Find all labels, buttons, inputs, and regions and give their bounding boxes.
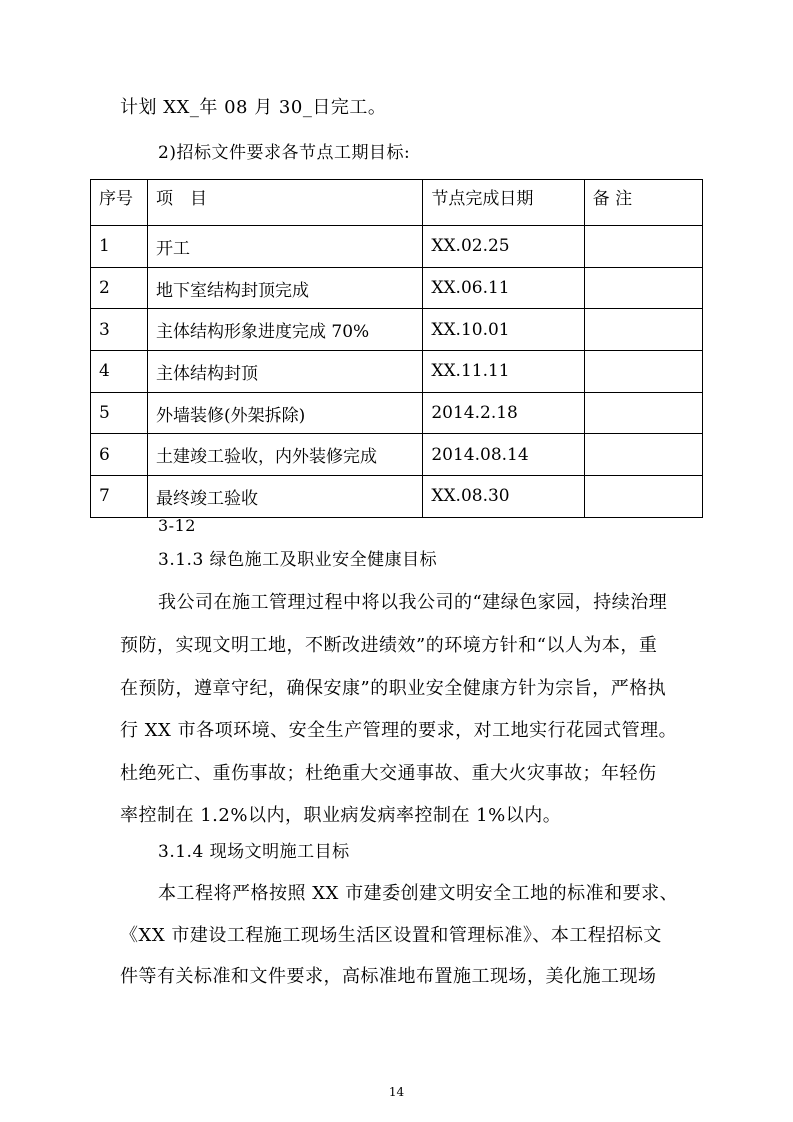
header-item: 项 目 [148,180,423,226]
cell-date: XX.06.11 [423,267,584,309]
cell-date: XX.10.01 [423,309,584,351]
header-no: 序号 [91,180,148,226]
cell-no: 2 [91,267,148,309]
table-row [91,476,703,518]
paragraph-line: 杜绝死亡、重伤事故；杜绝重大交通事故、重大火灾事故；年轻伤 [120,763,657,784]
cell-note [584,226,702,268]
cell-date: XX.02.25 [423,226,584,268]
table-row [91,434,703,476]
table-row [91,351,703,393]
cell-no: 1 [91,226,148,268]
cell-no: 4 [91,351,148,393]
cell-item: 主体结构形象进度完成 70% [148,309,423,351]
intro-line: 计划 XX_年 08 月 30_日完工。 [120,97,387,118]
table-row [91,309,703,351]
paragraph-line: 预防，实现文明工地，不断改进绩效”的环境方针和“以人为本，重 [120,635,658,656]
table-caption: 3-12 [158,516,196,535]
cell-date: 2014.08.14 [423,434,584,476]
page-number: 14 [388,1085,405,1099]
cell-no: 3 [91,309,148,351]
cell-item: 外墙装修(外架拆除) [148,392,423,434]
table-row [91,392,703,434]
paragraph-line: 《XX 市建设工程施工现场生活区设置和管理标准》、本工程招标文 [120,925,662,946]
section-313-title: 3.1.3 绿色施工及职业安全健康目标 [158,550,438,570]
header-date: 节点完成日期 [423,180,584,226]
cell-item: 最终竣工验收 [148,476,423,518]
table-row [91,226,703,268]
cell-date: XX.11.11 [423,351,584,393]
cell-no: 7 [91,476,148,518]
milestone-table [90,179,703,518]
cell-note [584,434,702,476]
cell-no: 5 [91,392,148,434]
paragraph-line: 在预防，遵章守纪，确保安康”的职业安全健康方针为宗旨，严格执 [120,678,667,699]
table-header-row [91,180,703,226]
section-2-title: 2)招标文件要求各节点工期目标: [158,143,411,163]
paragraph-line: 我公司在施工管理过程中将以我公司的“建绿色家园，持续治理 [158,592,668,613]
cell-no: 6 [91,434,148,476]
cell-item: 地下室结构封顶完成 [148,267,423,309]
cell-date: 2014.2.18 [423,392,584,434]
paragraph-line: 率控制在 1.2%以内，职业病发病率控制在 1%以内。 [120,805,562,826]
table-row [91,267,703,309]
cell-item: 开工 [148,226,423,268]
cell-note [584,476,702,518]
header-note: 备 注 [584,180,702,226]
section-314-title: 3.1.4 现场文明施工目标 [158,842,350,862]
cell-item: 土建竣工验收，内外装修完成 [148,434,423,476]
cell-item: 主体结构封顶 [148,351,423,393]
paragraph-line: 本工程将严格按照 XX 市建委创建文明安全工地的标准和要求、 [158,883,679,904]
cell-note [584,351,702,393]
paragraph-line: 件等有关标准和文件要求，高标准地布置施工现场，美化施工现场 [120,966,657,987]
cell-note [584,267,702,309]
cell-date: XX.08.30 [423,476,584,518]
cell-note [584,309,702,351]
paragraph-line: 行 XX 市各项环境、安全生产管理的要求，对工地实行花园式管理。 [120,720,678,741]
cell-note [584,392,702,434]
